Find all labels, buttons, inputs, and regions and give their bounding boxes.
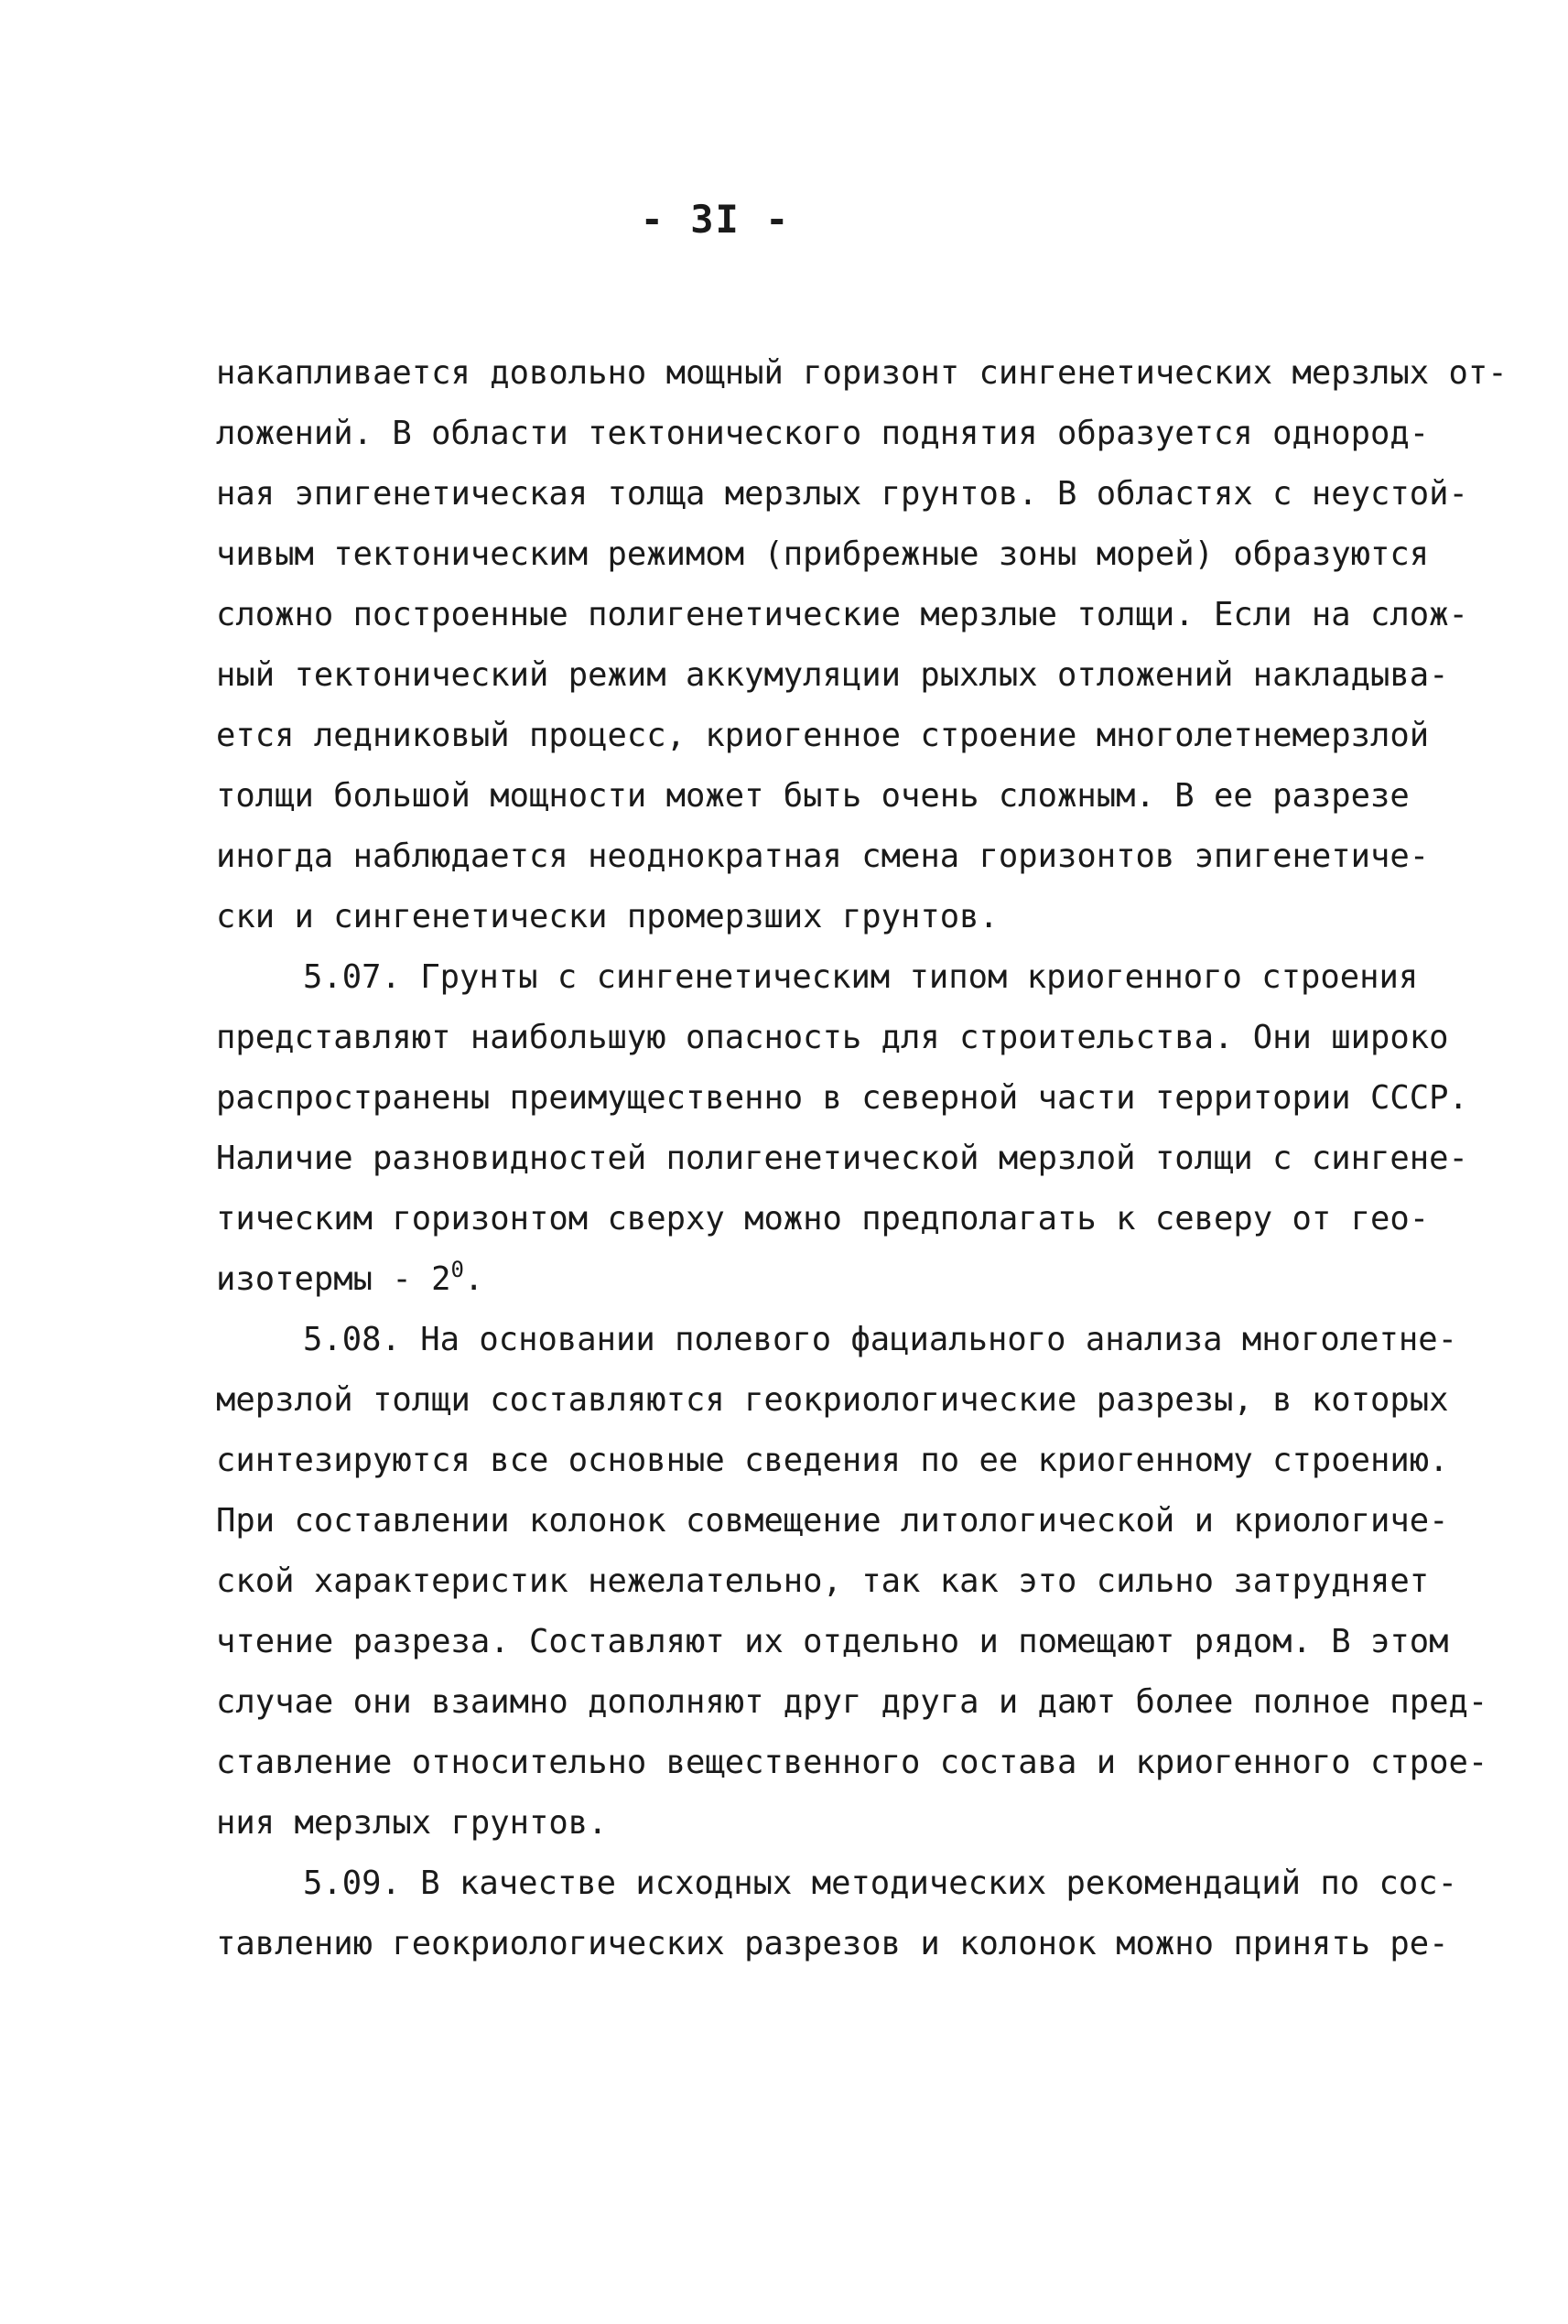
text-line: тавлению геокриологических разрезов и колонок можно принять ре- bbox=[216, 1925, 1449, 1962]
text-line: иногда наблюдается неоднократная смена горизонтов эпигенетиче- bbox=[216, 838, 1430, 875]
paragraph-start-5-08: 5.08. На основании полевого фациального анализа многолетне- bbox=[303, 1321, 1457, 1358]
page-number: - 3I - bbox=[640, 197, 791, 242]
text-line: случае они взаимно дополняют друг друга и дают более полное пред- bbox=[216, 1683, 1488, 1721]
line-end-period: . bbox=[463, 1260, 484, 1298]
paragraph-start-5-07: 5.07. Грунты с сингенетическим типом криогенного строения bbox=[303, 958, 1419, 996]
text-line: синтезируются все основные сведения по ее криогенному строению. bbox=[216, 1442, 1449, 1479]
text-line: чтение разреза. Составляют их отдельно и помещают рядом. В этом bbox=[216, 1623, 1449, 1660]
text-line: ложений. В области тектонического поднятия образуется однород- bbox=[216, 415, 1430, 452]
text-line: ски и сингенетически промерзших грунтов. bbox=[216, 898, 999, 935]
text-line: мерзлой толщи составляются геокриологические разрезы, в которых bbox=[216, 1381, 1449, 1419]
text-line: представляют наибольшую опасность для строительства. Они широко bbox=[216, 1019, 1449, 1056]
text-line: ставление относительно вещественного состава и криогенного строе- bbox=[216, 1744, 1488, 1781]
text-line: чивым тектоническим режимом (прибрежные зоны морей) образуются bbox=[216, 535, 1430, 573]
body-text bbox=[216, 343, 1508, 1974]
text-line: тическим горизонтом сверху можно предполагать к северу от гео- bbox=[216, 1200, 1430, 1238]
degree-superscript: 0 bbox=[450, 1257, 464, 1282]
text-line: ется ледниковый процесс, криогенное строение многолетнемерзлой bbox=[216, 717, 1430, 754]
text-line: ской характеристик нежелательно, так как это сильно затрудняет bbox=[216, 1562, 1430, 1600]
text-line: толщи большой мощности может быть очень сложным. В ее разрезе bbox=[216, 777, 1410, 815]
text-line: ная эпигенетическая толща мерзлых грунтов. В областях с неустой- bbox=[216, 475, 1468, 513]
paragraph-start-5-09: 5.09. В качестве исходных методических рекомендаций по сос- bbox=[303, 1865, 1457, 1902]
text-line: ный тектонический режим аккумуляции рыхлых отложений накладыва- bbox=[216, 656, 1449, 694]
text-line: ния мерзлых грунтов. bbox=[216, 1804, 608, 1842]
text-line-with-superscript bbox=[216, 1249, 1433, 1310]
text-line: накапливается довольно мощный горизонт сингенетических мерзлых от- bbox=[216, 354, 1508, 392]
text-line: При составлении колонок совмещение литологической и криологиче- bbox=[216, 1502, 1449, 1540]
text-line: Наличие разновидностей полигенетической мерзлой толщи с сингене- bbox=[216, 1140, 1468, 1177]
isotherm-text: изотермы - 2 bbox=[216, 1260, 451, 1298]
text-line: сложно построенные полигенетические мерзлые толщи. Если на слож- bbox=[216, 596, 1468, 633]
text-line: распространены преимущественно в северной части территории СССР. bbox=[216, 1079, 1468, 1117]
